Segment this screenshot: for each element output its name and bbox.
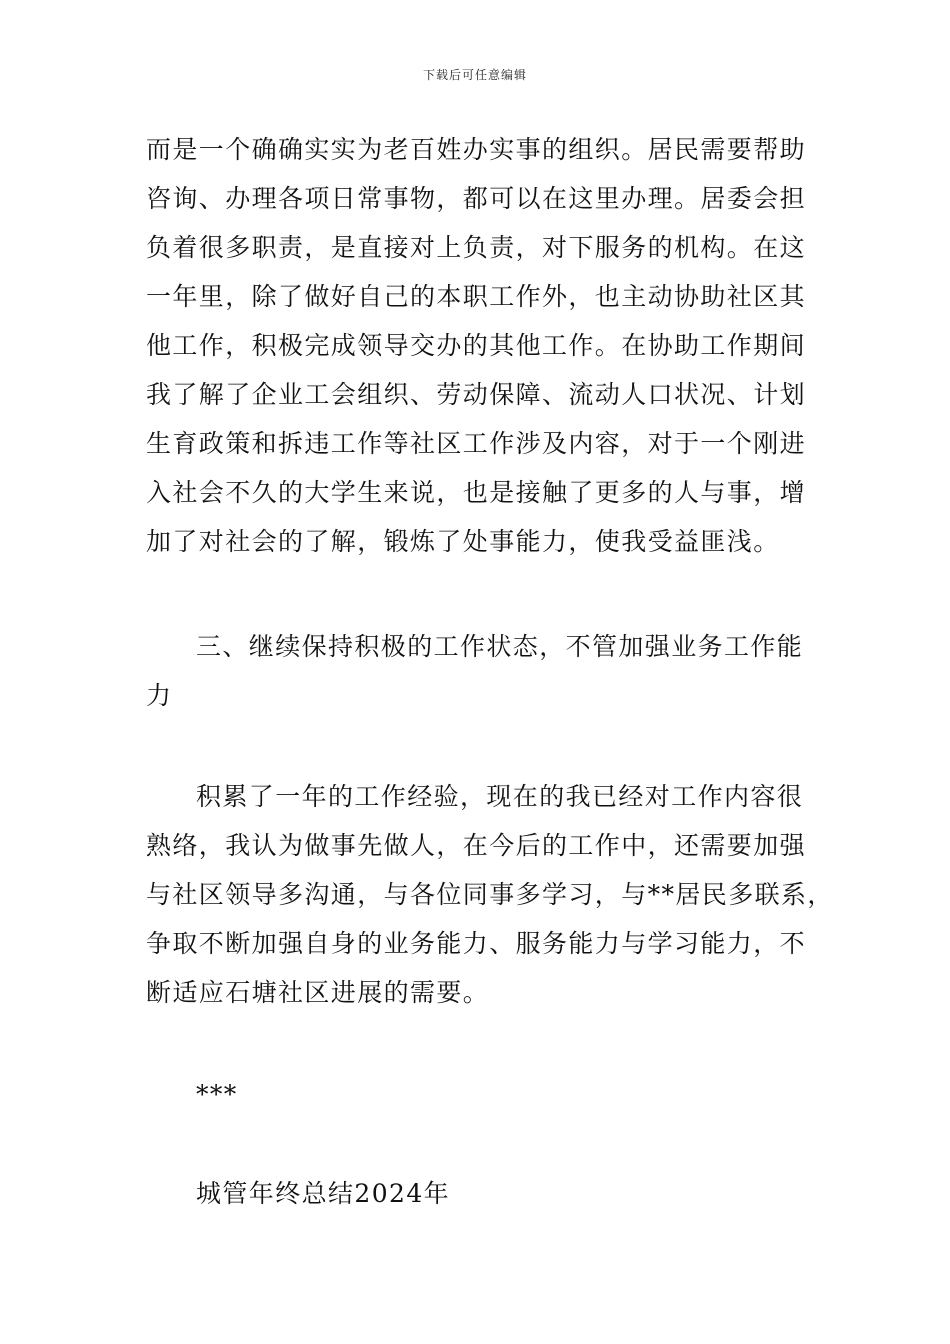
- paragraph-1: [146, 125, 818, 566]
- paragraph-line: 积累了一年的工作经验，现在的我已经对工作内容很: [196, 782, 804, 811]
- paragraph-line: 入社会不久的大学生来说，也是接触了更多的人与事，增: [146, 478, 807, 507]
- section-heading: [146, 622, 818, 720]
- paragraph-line: 咨询、办理各项日常事物，都可以在这里办理。居委会担: [146, 184, 807, 213]
- paragraph-line: 断适应石塘社区进展的需要。: [146, 978, 490, 1007]
- paragraph-line: 与社区领导多沟通，与各位同事多学习，与**居民多联系，: [146, 880, 834, 909]
- paragraph-line: 生育政策和拆违工作等社区工作涉及内容，对于一个刚进: [146, 429, 807, 458]
- heading-line: 力: [146, 681, 173, 710]
- separator: [146, 1070, 818, 1119]
- paragraph-line: 一年里，除了做好自己的本职工作外，也主动协助社区其: [146, 282, 807, 311]
- next-document-title: [146, 1169, 818, 1218]
- next-title-text: 城管年终总结2024年: [196, 1179, 451, 1208]
- paragraph-line: 加了对社会的了解，锻炼了处事能力，使我受益匪浅。: [146, 527, 780, 556]
- paragraph-2: [146, 772, 834, 1017]
- paragraph-line: 而是一个确确实实为老百姓办实事的组织。居民需要帮助: [146, 135, 807, 164]
- paragraph-line: 负着很多职责，是直接对上负责，对下服务的机构。在这: [146, 233, 807, 262]
- paragraph-line: 熟络，我认为做事先做人，在今后的工作中，还需要加强: [146, 831, 807, 860]
- separator-text: ***: [196, 1080, 238, 1109]
- page-header: 下载后可任意编辑: [422, 68, 527, 82]
- paragraph-line: 争取不断加强自身的业务能力、服务能力与学习能力，不: [146, 929, 807, 958]
- paragraph-line: 他工作，积极完成领导交办的其他工作。在协助工作期间: [146, 331, 807, 360]
- paragraph-line: 我了解了企业工会组织、劳动保障、流动人口状况、计划: [146, 380, 807, 409]
- heading-line: 三、继续保持积极的工作状态，不管加强业务工作能: [196, 632, 804, 661]
